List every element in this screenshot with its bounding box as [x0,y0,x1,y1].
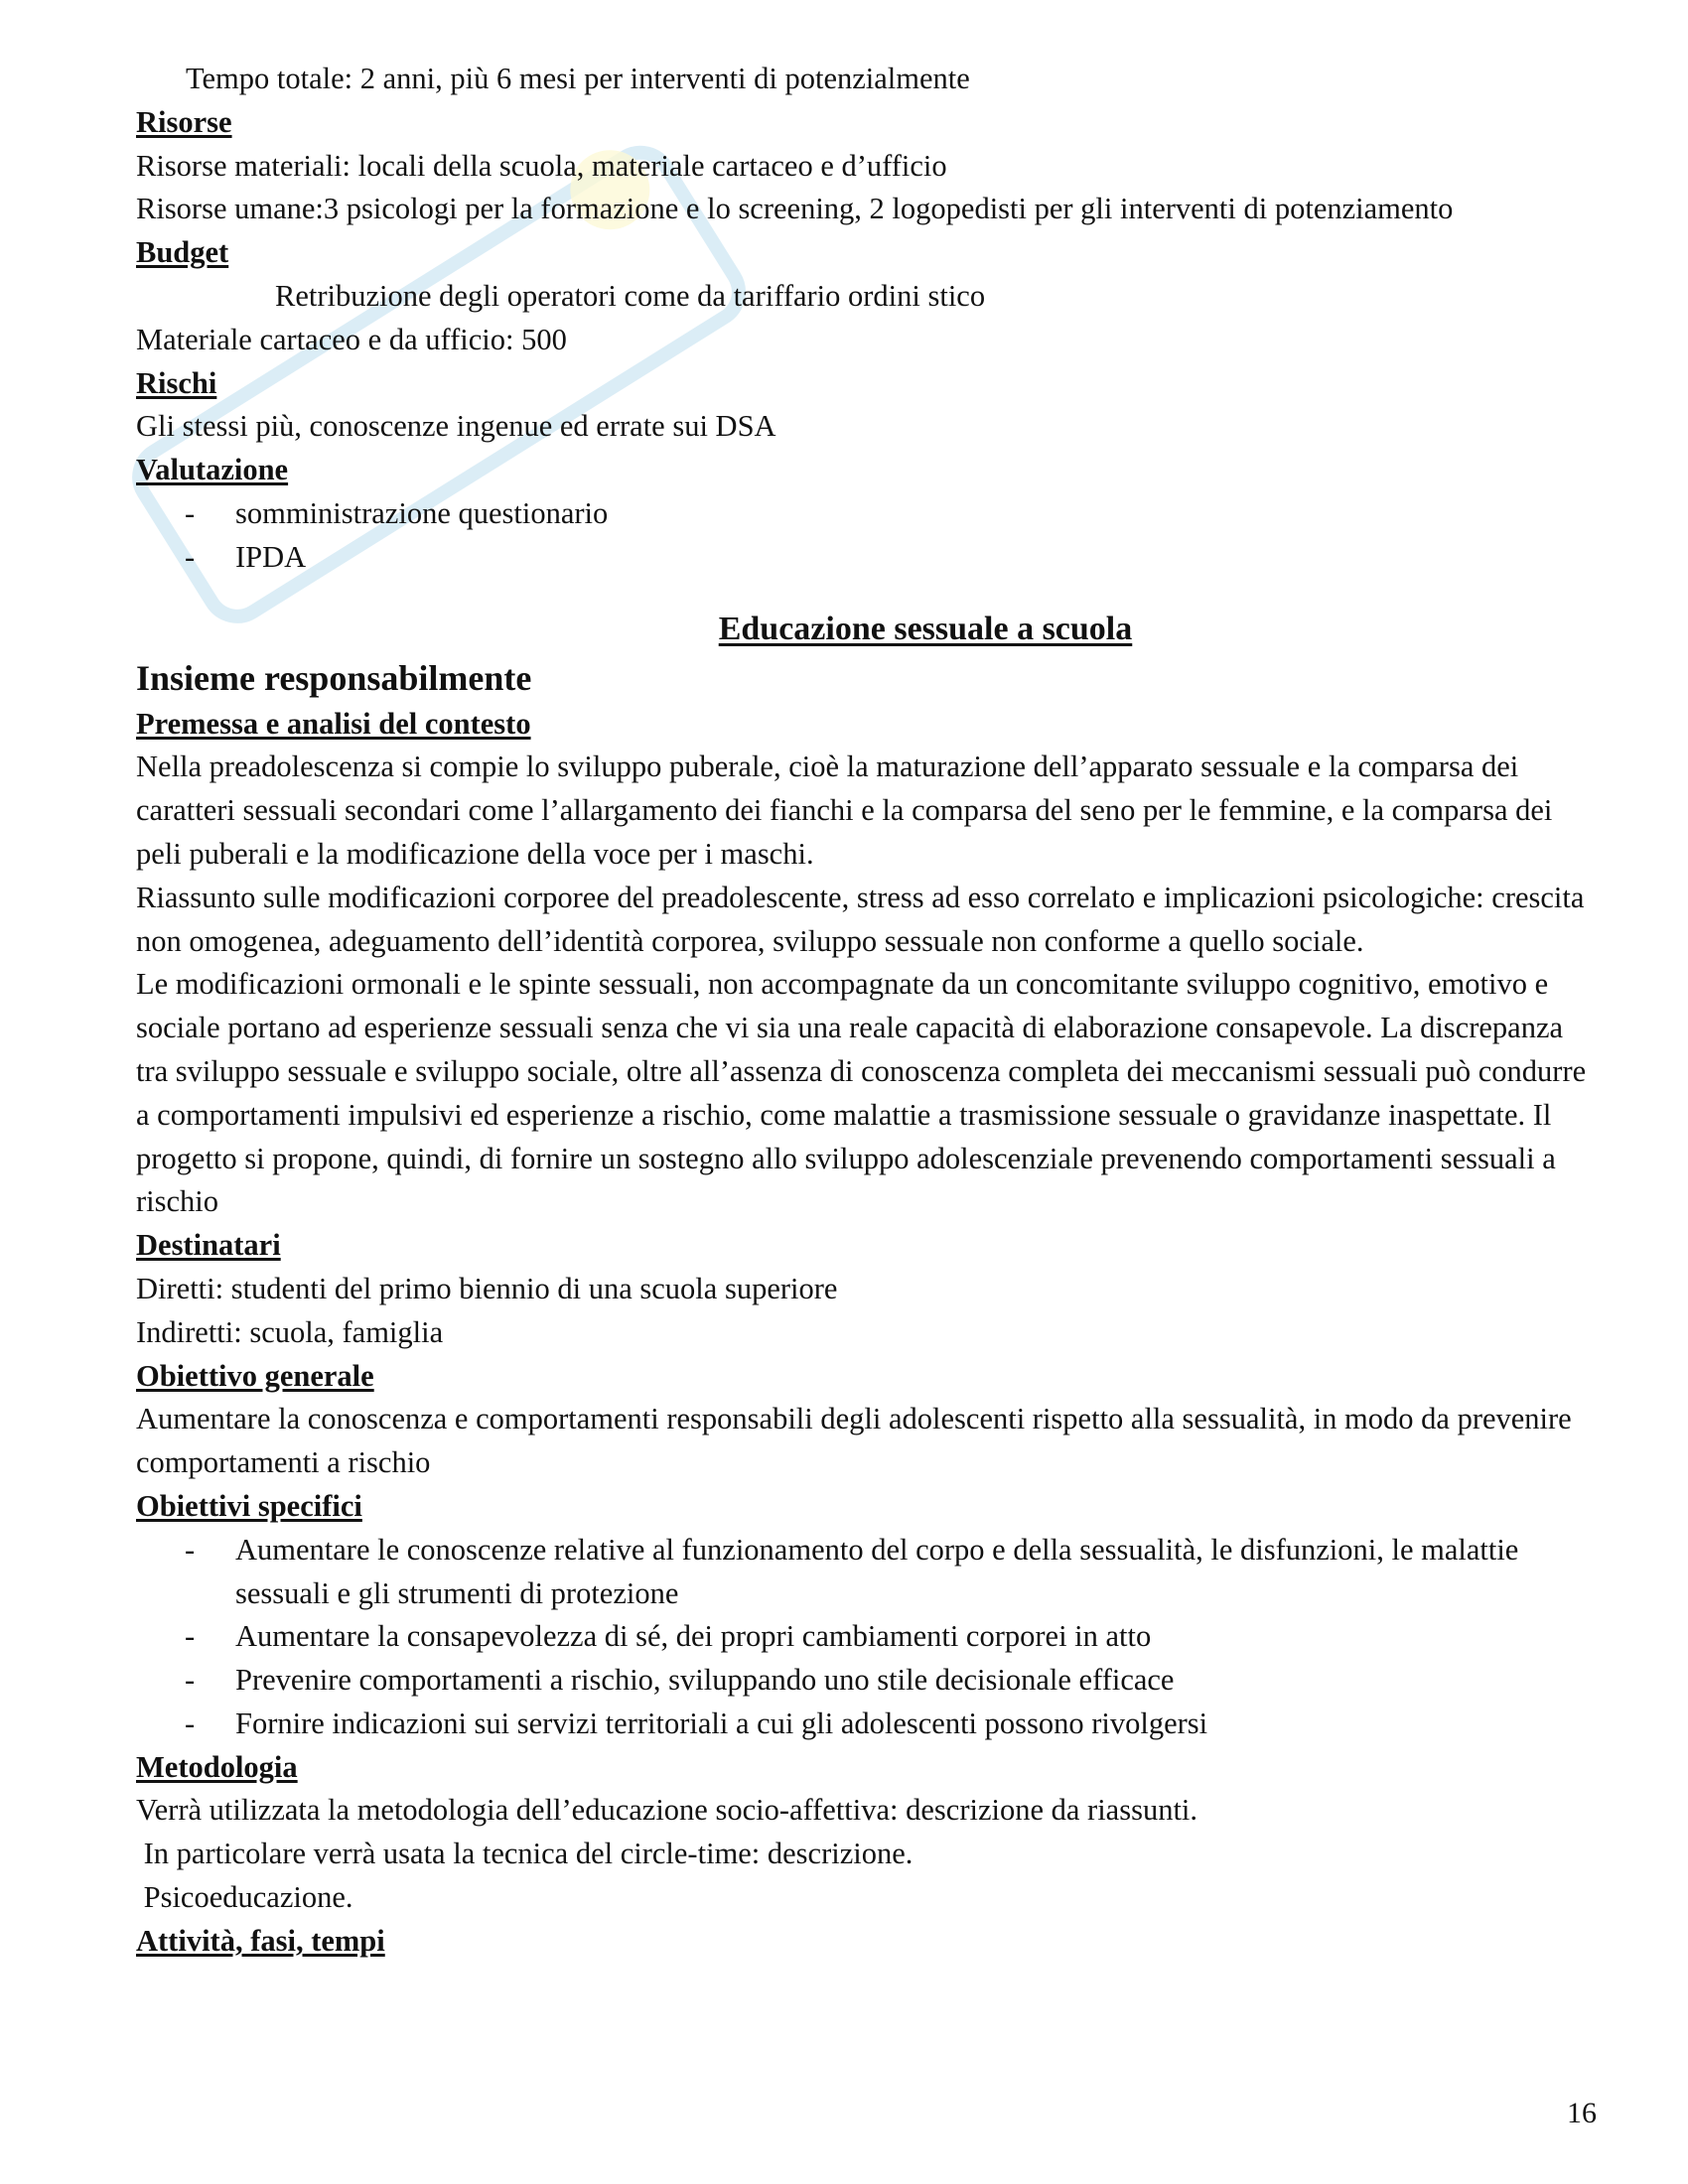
list-item [136,492,1596,536]
list-item [136,1615,1596,1659]
document-page [136,58,1596,1964]
bullet-dash: - [185,1706,196,1740]
premessa-paragraph: Riassunto sulle modificazioni corporee del preadolescente, stress ad esso correlato e implicazioni psicologiche: crescita non omogenea, adeguamento dell’identità corporea, sviluppo sessuale non conforme a quello sociale. [136,880,1593,958]
risorse-heading: Risorse [136,104,232,139]
destinatari-heading: Destinatari [136,1228,281,1263]
risorse-line: Risorse umane:3 psicologi per la formazione e lo screening, 2 logopedisti per gli interventi di potenziamento [136,192,1454,226]
bullet-dash: - [185,1663,196,1698]
budget-line: Materiale cartaceo e da ufficio: 500 [136,322,567,356]
page-number: 16 [1567,2097,1597,2129]
premessa-heading: Premessa e analisi del contesto [136,706,531,741]
valutazione-list [136,492,1596,580]
valutazione-heading: Valutazione [136,453,289,487]
rischi-heading: Rischi [136,365,217,400]
intro-line: Tempo totale: 2 anni, più 6 mesi per interventi di potenzialmente [186,62,970,95]
bullet-dash: - [185,1532,196,1567]
metodologia-line: In particolare verrà usata la tecnica del circle-time: descrizione. [136,1837,914,1871]
metodologia-heading: Metodologia [136,1749,298,1784]
metodologia-line: Psicoeducazione. [136,1880,353,1915]
bullet-dash: - [185,539,196,574]
list-item-text: IPDA [235,539,307,574]
budget-line: Retribuzione degli operatori come da tariffario ordini stico [275,278,986,313]
bullet-dash: - [185,495,196,530]
premessa-paragraph: Nella preadolescenza si compie lo sviluppo puberale, cioè la maturazione dell’apparato sessuale e la comparsa dei caratteri sessuali secondari come l’allargamento dei fianchi e la comparsa del seno per le femmine, e la comparsa dei peli puberali e la modificazione della voce per i maschi. [136,750,1561,871]
obiettivi-specifici-list [136,1529,1596,1746]
attivita-heading: Attività, fasi, tempi [136,1923,385,1958]
destinatari-line: Indiretti: scuola, famiglia [136,1314,444,1349]
list-item-text: Aumentare le conoscenze relative al funzionamento del corpo e della sessualità, le disfunzioni, le malattie sessuali e gli strumenti di protezione [235,1532,1519,1610]
budget-heading: Budget [136,235,229,270]
obiettivo-generale-text: Aumentare la conoscenza e comportamenti responsabili degli adolescenti rispetto alla sessualità, in modo da prevenire comportamenti a rischio [136,1402,1580,1480]
metodologia-line: Verrà utilizzata la metodologia dell’educazione socio-affettiva: descrizione da riassunti. [136,1793,1198,1828]
project-title: Insieme responsabilmente [136,657,532,698]
list-item-text: Prevenire comportamenti a rischio, sviluppando uno stile decisionale efficace [235,1663,1175,1698]
section-title: Educazione sessuale a scuola [718,610,1133,647]
rischi-line: Gli stessi più, conoscenze ingenue ed errate sui DSA [136,409,776,444]
destinatari-line: Diretti: studenti del primo biennio di una scuola superiore [136,1271,838,1305]
list-item [136,1659,1596,1703]
list-item [136,1529,1596,1616]
list-item-text: Aumentare la consapevolezza di sé, dei propri cambiamenti corporei in atto [235,1619,1152,1654]
list-item [136,536,1596,580]
premessa-paragraph: Le modificazioni ormonali e le spinte sessuali, non accompagnate da un concomitante sviluppo cognitivo, emotivo e sociale portano ad esperienze sessuali senza che vi sia una reale capacità di elaborazione consapevole. La discrepanza tra sviluppo sessuale e sviluppo sociale, oltre all’assenza di conoscenza completa dei meccanismi sessuali può condurre a comportamenti impulsivi ed esperienze a rischio, come malattie a trasmissione sessuale o gravidanze inaspettate. Il progetto si propone, quindi, di fornire un sostegno allo sviluppo adolescenziale prevenendo comportamenti sessuali a rischio [136,967,1594,1219]
list-item-text: somministrazione questionario [235,495,609,530]
obiettivi-specifici-heading: Obiettivi specifici [136,1488,362,1523]
bullet-dash: - [185,1619,196,1654]
list-item [136,1703,1596,1746]
obiettivo-generale-heading: Obiettivo generale [136,1358,374,1393]
risorse-line: Risorse materiali: locali della scuola, materiale cartaceo e d’ufficio [136,148,947,183]
list-item-text: Fornire indicazioni sui servizi territoriali a cui gli adolescenti possono rivolgersi [235,1706,1208,1740]
